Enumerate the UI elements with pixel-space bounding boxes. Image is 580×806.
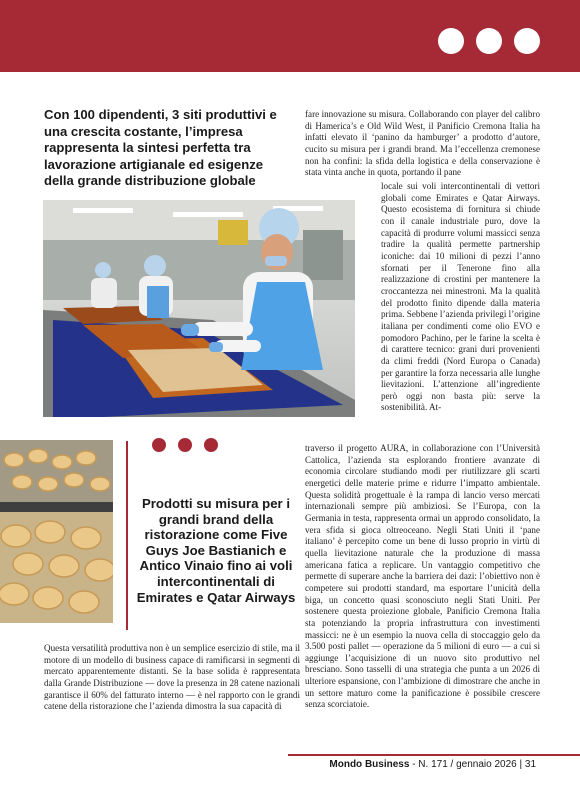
lead-paragraph: Con 100 dipendenti, 3 siti produttivi e una crescita costante, l’impresa rappresenta la sintesi perfetta tra lavorazione artigianale ed esigenze della grande distribuzione globale [44, 107, 277, 188]
dot-icon [514, 28, 540, 54]
body-text-right-top: fare innovazione su misura. Collaborando con player del calibro di Hamerica’s e Old Wild West, il Panificio Cremona Italia ha infatti elevato il ‘panino da hamburger’ a prodotto d’autore, cucito su misura per i grandi brand. Ma l’eccellenza cremonese non ha confini: la sfida della logistica e della conservazione è stata vinta anche in quota, portando il pane [305, 109, 540, 178]
dot-icon [152, 438, 166, 452]
accent-dots [152, 438, 218, 452]
body-text-right-middle: locale sui voli intercontinentali di vettori globali come Emirates e Qatar Airways. Questo ecosistema di fornitura si chiude con il canale industriale puro, dove la capacità di produrre volumi massicci senza tradire la qualità permette partnership iconiche: dai 10 milioni di pezzi l’anno sfornati per il Tenerone fino alla realizzazione di crostini per mantenere la croccantezza nei minestroni. Ma la qualità del prodotto finito dipende dalla materia prima. Sebbene l’azienda privilegi l’origine italiana per condimenti come olio EVO e pomodoro Pachino, per le farine la scelta è di carattere tecnico: grani duri provenienti da climi freddi (Nord Europa o Canada) per garantire la forza necessaria alle lunghe lievitazioni. L’attenzione all’ingrediente però oggi non basta più: serve la sostenibilità. At- [381, 181, 540, 413]
magazine-name: Mondo Business [329, 759, 410, 770]
dot-icon [438, 28, 464, 54]
body-text-left: Questa versatilità produttiva non è un semplice esercizio di stile, ma il motore di un modello di business capace di ramificarsi in segmenti di mercato apparentemente distanti. Se la base solida è rappresentata dalla Grande Distribuzione — dove la presenza in 28 catene nazionali garantisce il 60% del fatturato interno — è nel rapporto con le grandi catene della ristorazione che l’azienda dimostra la sua capacità di [44, 643, 300, 712]
header-band [0, 0, 580, 72]
bakery-workers-photo [43, 200, 355, 417]
page-footer [329, 759, 536, 770]
dot-icon [204, 438, 218, 452]
pull-quote: Prodotti su misura per i grandi brand della ristorazione come Five Guys Joe Bastianich e Antico Vinaio fino ai voli intercontinentali di Emirates e Qatar Airways [136, 496, 296, 605]
dot-icon [476, 28, 502, 54]
dot-icon [178, 438, 192, 452]
pastries-photo [0, 440, 113, 623]
issue-and-page: - N. 171 / gennaio 2026 | 31 [409, 759, 536, 770]
body-text-right-bottom: traverso il progetto AURA, in collaborazione con l’Università Cattolica, l’azienda sta esplorando frontiere avanzate di economia circolare studiando modi per riutilizzare gli scarti energetici delle materie prime e ridurre l’impatto ambientale. Questa solidità progettuale è la rampa di lancio verso mercati internazionali sempre più ambiziosi. Se l’Europa, con la Germania in testa, rappresenta ormai un approdo consolidato, la vera sfida si gioca oltreoceano. Negli Stati Uniti il ‘pane italiano’ è percepito come un bene di lusso proprio in virtù di quella lievitazione naturale che la produzione di massa americana fatica a replicare. Un vantaggio competitivo che permette di superare anche la barriera dei dazi: l’obiettivo non è competere sui prodotti standard, ma esportare l’unicità della biga, un concetto quasi sconosciuto negli Stati Uniti. Per sostenere questa proiezione globale, Panificio Cremona Italia sta potenziando la propria infrastruttura con investimenti massicci: ne è un esempio la nuova cella di stoccaggio gelo da 3.500 posti pallet — operazione da 5 milioni di euro — a cui si aggiunge l’acquisizione di un nuovo sito produttivo nel bresciano. Sono tasselli di una strategia che punta a un 2026 di ulteriore espansione, con l’ambizione di dimostrare che anche in un settore maturo come la panificazione è possibile crescere senza scorciatoie. [305, 443, 540, 710]
accent-vertical-line [126, 441, 128, 630]
decorative-dots [438, 28, 540, 54]
pastries-illustration [0, 440, 113, 623]
bakery-workers-illustration [43, 200, 355, 417]
footer-rule [288, 754, 580, 756]
